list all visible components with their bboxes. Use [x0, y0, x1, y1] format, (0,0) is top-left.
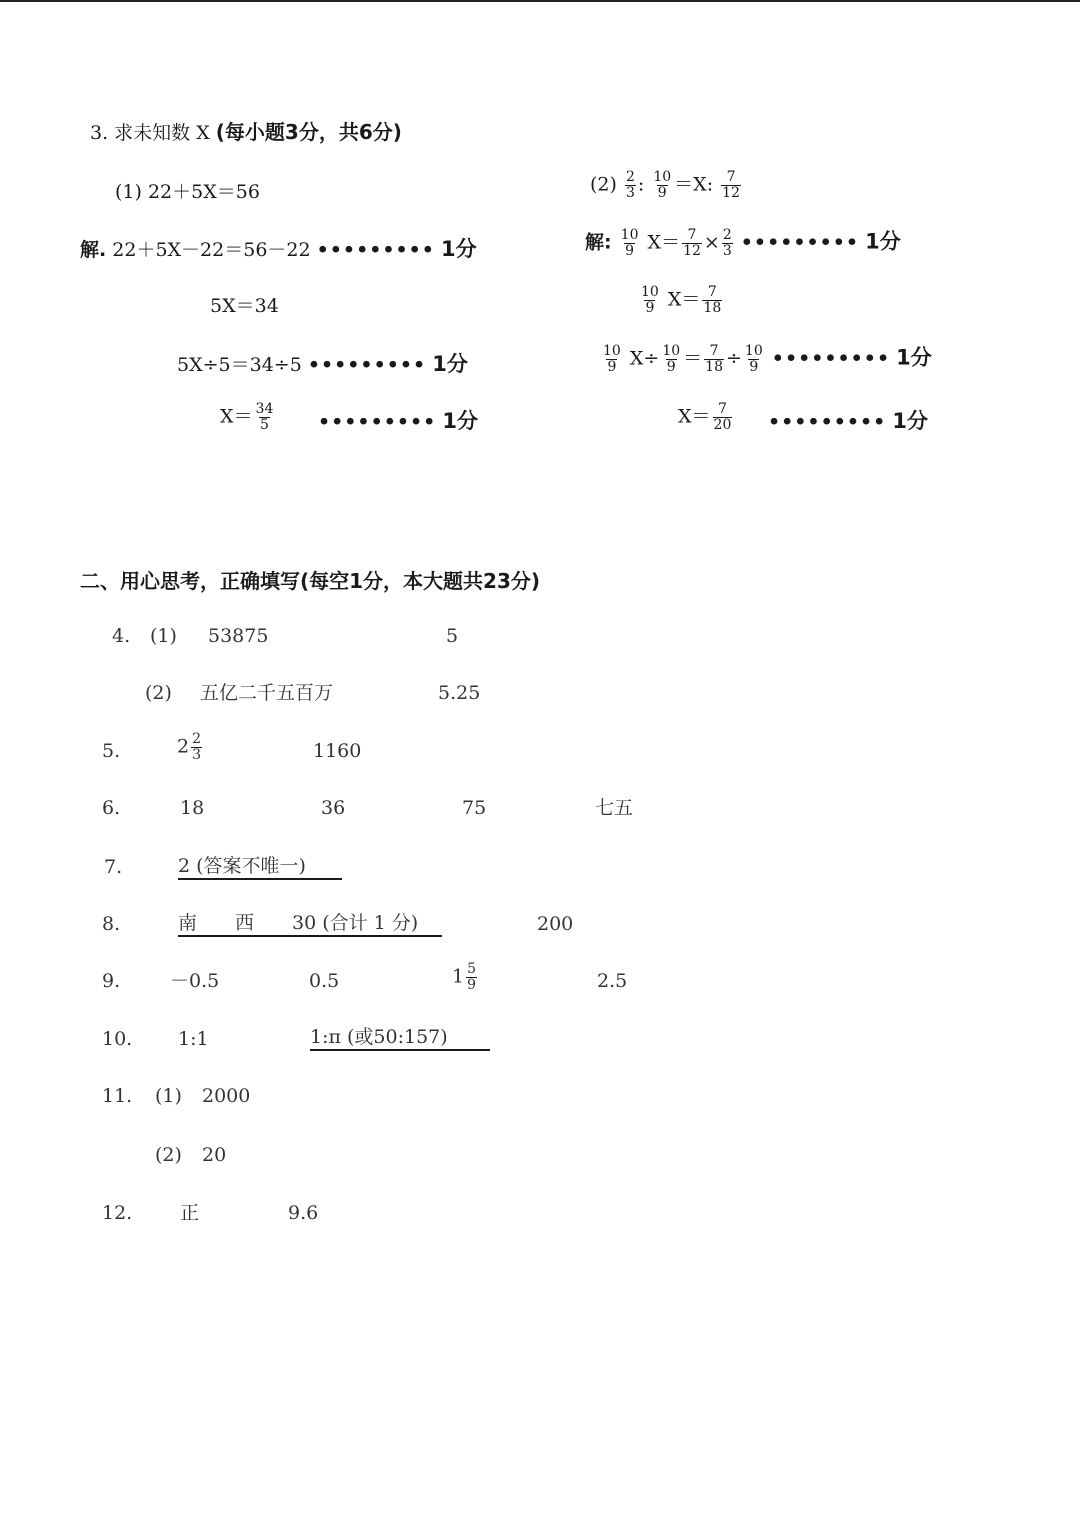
q11-answer-1: 2000 — [202, 1085, 251, 1107]
fraction: $\frac{7}{18}$ — [703, 284, 722, 316]
q4-answer-2: 5 — [446, 625, 459, 647]
q10-num: 10. — [102, 1028, 133, 1050]
score-label: 1分 — [865, 229, 901, 254]
fraction: $\frac{7}{12}$ — [722, 169, 740, 201]
p1-step1-text: 22＋5X－22＝56－22 — [112, 239, 311, 261]
score-label: 1分 — [432, 352, 468, 376]
fraction: $\frac{10}{9}$ — [603, 343, 621, 375]
score-dots: ••••••••• — [318, 411, 437, 433]
q9-answer-2: 0.5 — [309, 970, 340, 992]
q8-num: 8. — [102, 913, 121, 935]
q12-answer-2: 9.6 — [288, 1202, 319, 1224]
top-border — [0, 0, 1080, 2]
score-label: 1分 — [896, 345, 932, 370]
q4-answer-4: 5.25 — [438, 682, 481, 704]
p2-solution-prefix: 解: — [585, 231, 612, 254]
p2-step2: $\frac{10}{9}$ X＝ $\frac{7}{18}$ — [641, 284, 722, 316]
fraction: $\frac{10}{9}$ — [653, 169, 672, 201]
q5-answer-1: 2 $\frac{2}{3}$ — [177, 731, 202, 763]
q6-answer-1: 18 — [180, 797, 205, 819]
q6-answer-4: 七五 — [595, 797, 634, 819]
p1-equation-text: 22＋5X＝56 — [147, 181, 260, 203]
q4-num: 4. — [112, 625, 131, 647]
q12-answer-1: 正 — [180, 1202, 200, 1224]
p1-step4-score — [318, 410, 478, 433]
q11-num: 11. — [102, 1085, 133, 1107]
section3-heading — [90, 121, 402, 144]
fraction: $\frac{10}{9}$ — [641, 284, 659, 316]
fraction: $\frac{7}{20}$ — [713, 401, 732, 433]
q7-answer-1: 2 (答案不唯一) — [178, 855, 342, 880]
q6-num: 6. — [102, 797, 121, 819]
fraction: $\frac{7}{18}$ — [705, 343, 723, 375]
score-dots: ••••••••• — [307, 354, 427, 376]
p1-equation — [115, 181, 260, 203]
section3-title: 3. 求未知数 X — [90, 122, 210, 144]
q11-answer-2: 20 — [202, 1144, 227, 1166]
score-label: 1分 — [442, 409, 478, 433]
fraction: $\frac{2}{3}$ — [625, 169, 635, 201]
q9-answer-3: 1 $\frac{5}{9}$ — [452, 961, 477, 993]
q4-answer-1: 53875 — [208, 625, 269, 647]
p2-step3: $\frac{10}{9}$ X÷ $\frac{10}{9}$ ＝ $\frac{7}{18}$ ÷ $\frac{10}{9}$ ••••••••• 1分 — [603, 343, 932, 375]
p1-step4-lhs: X＝ — [220, 405, 253, 428]
q9-answer-1: －0.5 — [170, 970, 220, 992]
q4-answer-3: 五亿二千五百万 — [200, 682, 334, 704]
q6-answer-3: 75 — [462, 797, 487, 819]
p2-step4-score — [768, 410, 928, 433]
score-dots: ••••••••• — [316, 239, 435, 261]
fraction: $\frac{2}{3}$ — [192, 731, 202, 763]
fraction: $\frac{2}{3}$ — [722, 227, 732, 259]
p1-label: (1) — [115, 181, 142, 203]
q7-num: 7. — [104, 856, 123, 878]
section3-points: (每小题3分，共6分) — [215, 120, 402, 144]
p2-equation: (2) $\frac{2}{3}$ : $\frac{10}{9}$ ＝X: $\frac{7}{12}$ — [590, 169, 740, 201]
q6-answer-2: 36 — [321, 797, 346, 819]
score-label: 1分 — [440, 237, 477, 261]
score-dots: ••••••••• — [771, 347, 891, 370]
section2-heading — [80, 565, 540, 594]
p1-step2-text: 5X＝34 — [210, 295, 279, 317]
p1-step3 — [177, 353, 468, 376]
q5-answer-2: 1160 — [313, 740, 362, 762]
q5-num: 5. — [102, 740, 121, 762]
p2-step4: X＝ $\frac{7}{20}$ — [678, 401, 732, 433]
q11-sub1: (1) — [155, 1085, 182, 1107]
p2-step1: 解: $\frac{10}{9}$ X＝ $\frac{7}{12}$ × $\frac{2}{3}$ ••••••••• 1分 — [585, 227, 901, 259]
p1-step2 — [210, 295, 279, 317]
q11-sub2: (2) — [155, 1144, 182, 1166]
fraction: $\frac{7}{12}$ — [683, 227, 701, 259]
section2-title: 二、用心思考，正确填写 — [80, 569, 300, 593]
p1-solution-prefix: 解. — [80, 239, 107, 261]
q4-sub2: (2) — [145, 682, 172, 704]
q10-answer-2: 1:π (或50:157) — [310, 1026, 490, 1051]
q9-answer-4: 2.5 — [597, 970, 628, 992]
q9-num: 9. — [102, 970, 121, 992]
p1-step3-text: 5X÷5＝34÷5 — [177, 354, 302, 376]
q8-answer-2: 200 — [537, 913, 574, 935]
p1-step4 — [220, 402, 276, 433]
score-dots: ••••••••• — [740, 231, 860, 254]
p1-step1 — [80, 238, 477, 261]
fraction: $\frac{34}{5}$ — [255, 401, 274, 433]
score-label: 1分 — [892, 409, 928, 433]
score-dots: ••••••••• — [768, 411, 887, 433]
q12-num: 12. — [102, 1202, 133, 1224]
fraction: $\frac{10}{9}$ — [662, 343, 681, 375]
p2-label: (2) — [590, 173, 617, 196]
section2-points: (每空1分，本大题共23分) — [300, 569, 541, 593]
fraction: $\frac{5}{9}$ — [467, 961, 477, 993]
q4-sub1: (1) — [150, 625, 177, 647]
fraction: $\frac{10}{9}$ — [744, 343, 763, 375]
q8-answer-1: 南 西 30 (合计 1 分) — [178, 912, 442, 937]
fraction: $\frac{10}{9}$ — [620, 227, 639, 259]
q10-answer-1: 1:1 — [178, 1028, 209, 1050]
